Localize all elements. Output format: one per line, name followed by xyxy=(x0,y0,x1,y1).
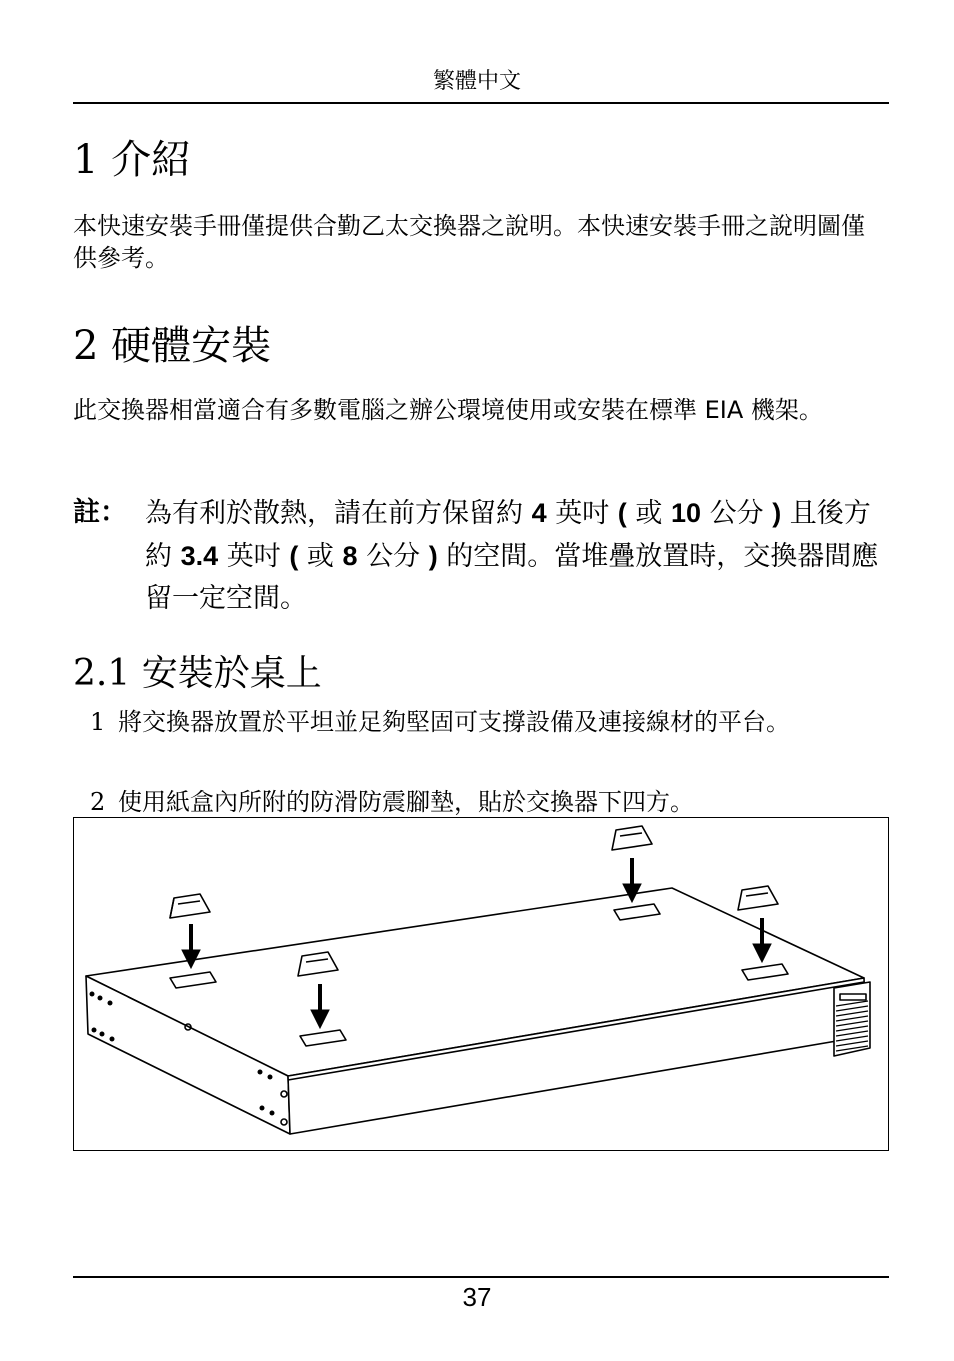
step-text: 使用紙盒內所附的防滑防震腳墊，貼於交換器下四方。 xyxy=(118,788,694,816)
note-value: 10 xyxy=(670,498,702,528)
note-text: 或 xyxy=(626,498,671,529)
running-header: 繁體中文 xyxy=(432,69,521,94)
note-value: ) xyxy=(428,541,438,571)
header-rule xyxy=(73,102,889,104)
rubber-foot-icon xyxy=(738,886,778,910)
note-label: 註： xyxy=(73,497,127,528)
note-text: 英吋 xyxy=(546,498,618,529)
note-text: 公分 xyxy=(357,541,429,572)
rubber-foot-icon xyxy=(170,894,210,918)
note-value: 4 xyxy=(531,498,547,528)
step-item xyxy=(90,786,890,818)
note-text: 且後方約 xyxy=(145,498,871,572)
step-number: 2 xyxy=(90,788,106,816)
note-value: ( xyxy=(289,541,299,571)
note-value: ( xyxy=(617,498,627,528)
switch-feet-illustration xyxy=(73,817,889,1151)
step-number: 1 xyxy=(90,708,106,736)
note-text: 公分 xyxy=(701,498,773,529)
note-text: 或 xyxy=(298,541,343,572)
note-text: 為有利於散熱，請在前方保留約 xyxy=(145,498,532,529)
section-2-heading: 2 硬體安裝 xyxy=(73,323,272,369)
section-2-body: 此交換器相當適合有多數電腦之辦公環境使用或安裝在標準 EIA 機架。 xyxy=(73,396,823,424)
note-value: 3.4 xyxy=(180,541,219,571)
note-text: 的空間。當堆疊放置時，交換器間應留一定空間。 xyxy=(145,541,879,614)
note-value: ) xyxy=(772,498,782,528)
rubber-foot-icon xyxy=(612,826,652,850)
footer-rule xyxy=(73,1276,889,1278)
switch-drawing xyxy=(74,818,888,1150)
step-text: 將交換器放置於平坦並足夠堅固可支撐設備及連接線材的平台。 xyxy=(118,708,790,736)
step-item xyxy=(90,706,890,738)
note-body xyxy=(145,492,890,620)
section-1-heading: 1 介紹 xyxy=(73,137,192,183)
section-1-body: 本快速安裝手冊僅提供合勤乙太交換器之說明。本快速安裝手冊之說明圖僅供參考。 xyxy=(73,212,865,272)
page-number: 37 xyxy=(462,1282,492,1312)
note-text: 英吋 xyxy=(218,541,290,572)
section-2-1-heading: 2.1 安裝於桌上 xyxy=(73,653,322,694)
note-value: 8 xyxy=(342,541,358,571)
